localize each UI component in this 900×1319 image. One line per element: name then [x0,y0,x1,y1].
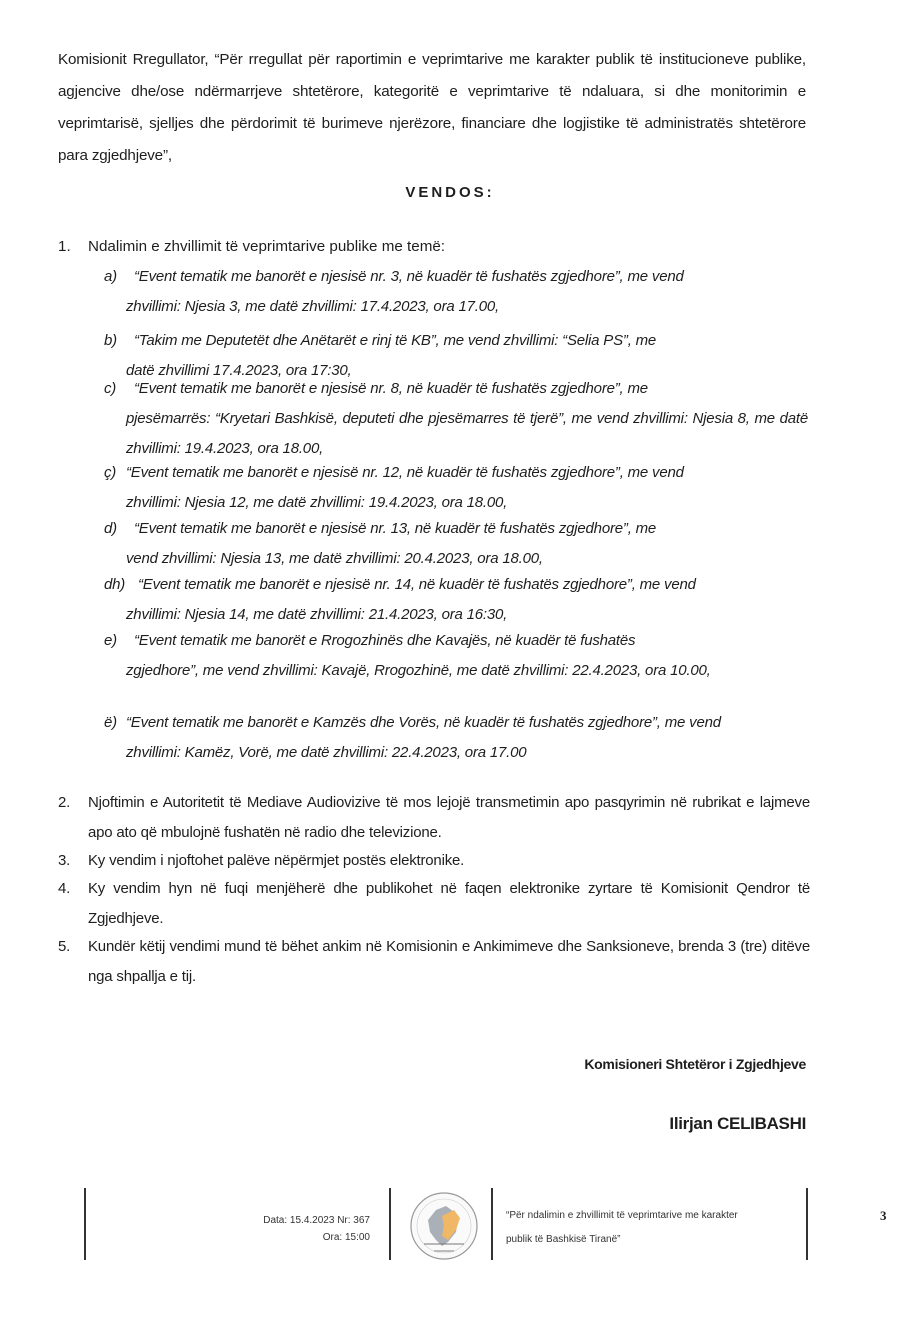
event-label: e) [104,632,117,649]
footer-date: Data: 15.4.2023 Nr: 367 [263,1215,370,1226]
signatory-name: Ilirjan CELIBASHI [669,1114,806,1133]
event-text-cont: zgjedhore”, me vend zhvillimi: Kavajë, Rrogozhinë, me datë zhvillimi: 22.4.2023, ora 10.00, [126,662,711,679]
event-text: “Event tematik me banorët e njesisë nr. 8, në kuadër të fushatës zgjedhore”, me [134,380,648,397]
item-text: Kundër këtij vendimi mund të bëhet ankim në Komisionin e Ankimimeve dhe Sanksioneve, brenda 3 (tre) ditëve nga shpallja e tij. [88,938,810,985]
event-label: dh) [104,576,126,593]
event-item [104,374,808,464]
footer-divider [806,1188,808,1260]
footer-document-title [506,1204,806,1252]
kqz-emblem-icon [408,1190,480,1262]
footer-divider [389,1188,391,1260]
event-label: b) [104,332,117,349]
event-item [104,708,808,768]
event-text-cont: pjesëmarrës: “Kryetari Bashkisë, deputeti dhe pjesëmarres të tjerë”, me vend zhvillimi: Njesia 8, me datë zhvillimi: 19.4.2023, ora 18.00, [126,410,808,457]
event-text-cont: zhvillimi: Njesia 14, me datë zhvillimi: 21.4.2023, ora 16:30, [126,606,508,623]
event-item [104,262,808,322]
decision-item-3 [58,846,810,876]
event-text-cont: datë zhvillimi 17.4.2023, ora 17:30, [126,362,352,379]
footer-meta [263,1212,370,1246]
item-number: 1. [58,238,71,255]
item-number: 2. [58,794,71,811]
event-text-cont: zhvillimi: Njesia 12, me datë zhvillimi: 19.4.2023, ora 18.00, [126,494,508,511]
event-text: “Event tematik me banorët e njesisë nr. 14, në kuadër të fushatës zgjedhore”, me vend [138,576,696,593]
footer-divider [84,1188,86,1260]
item-number: 5. [58,938,71,955]
event-text-cont: vend zhvillimi: Njesia 13, me datë zhvillimi: 20.4.2023, ora 18.00, [126,550,543,567]
event-text: “Takim me Deputetët dhe Anëtarët e rinj të KB”, me vend zhvillimi: “Selia PS”, me [134,332,657,349]
decision-item-5 [58,932,810,992]
decision-item-1 [58,232,810,262]
event-item [104,626,808,686]
intro-paragraph: Komisionit Rregullator, “Për rregullat për raportimin e veprimtarive me karakter publik të institucioneve publike, agjencive dhe/ose ndërmarrjeve shtetërore, kategoritë e veprimtarive të ndaluara, si dhe monitorimin e veprimtarisë, sjelljes dhe përdorimit të burimeve njerëzore, financiare dhe logjistike të administratës shtetërore para zgjedhjeve”, [58,51,806,164]
event-text-cont: zhvillimi: Kamëz, Vorë, me datë zhvillimi: 22.4.2023, ora 17.00 [126,744,527,761]
event-text: “Event tematik me banorët e njesisë nr. 3, në kuadër të fushatës zgjedhore”, me vend [134,268,684,285]
item-text: Ndalimin e zhvillimit të veprimtarive publike me temë: [88,238,446,255]
footer-divider [491,1188,493,1260]
item-text: Ky vendim hyn në fuqi menjëherë dhe publikohet në faqen elektronike zyrtare të Komisionit Qendror të Zgjedhjeve. [88,880,810,927]
event-item [104,570,808,630]
decision-item-2 [58,788,810,848]
event-item [104,514,808,574]
item-text: Njoftimin e Autoritetit të Mediave Audiovizive të mos lejojë transmetimin apo pasqyrimin në rubrikat e lajmeve apo ato që mbulojnë fushatën në radio dhe televizione. [88,794,810,841]
signatory-title: Komisioneri Shtetëror i Zgjedhjeve [584,1056,806,1072]
footer-title-line: publik të Bashkisë Tiranë” [506,1234,621,1245]
event-text: “Event tematik me banorët e Kamzës dhe Vorës, në kuadër të fushatës zgjedhore”, me vend [126,714,721,731]
event-text: “Event tematik me banorët e njesisë nr. 12, në kuadër të fushatës zgjedhore”, me vend [126,464,684,481]
event-label: d) [104,520,117,537]
event-label: ç) [104,464,117,481]
footer-time: Ora: 15:00 [322,1232,370,1243]
item-number: 4. [58,880,71,897]
event-text: “Event tematik me banorët e njesisë nr. 13, në kuadër të fushatës zgjedhore”, me [134,520,657,537]
footer-title-line: “Për ndalimin e zhvillimit të veprimtarive me karakter [506,1210,738,1221]
event-label: a) [104,268,117,285]
item-number: 3. [58,852,71,869]
event-label: ë) [104,714,117,731]
item-text: Ky vendim i njoftohet palëve nëpërmjet postës elektronike. [88,852,465,869]
event-text-cont: zhvillimi: Njesia 3, me datë zhvillimi: 17.4.2023, ora 17.00, [126,298,499,315]
page-number: 3 [880,1208,887,1223]
event-item [104,458,808,518]
event-text: “Event tematik me banorët e Rrogozhinës dhe Kavajës, në kuadër të fushatës [134,632,636,649]
decision-item-4 [58,874,810,934]
page-footer [0,1186,900,1266]
decision-heading: VENDOS: [405,184,495,201]
event-label: c) [104,380,117,397]
